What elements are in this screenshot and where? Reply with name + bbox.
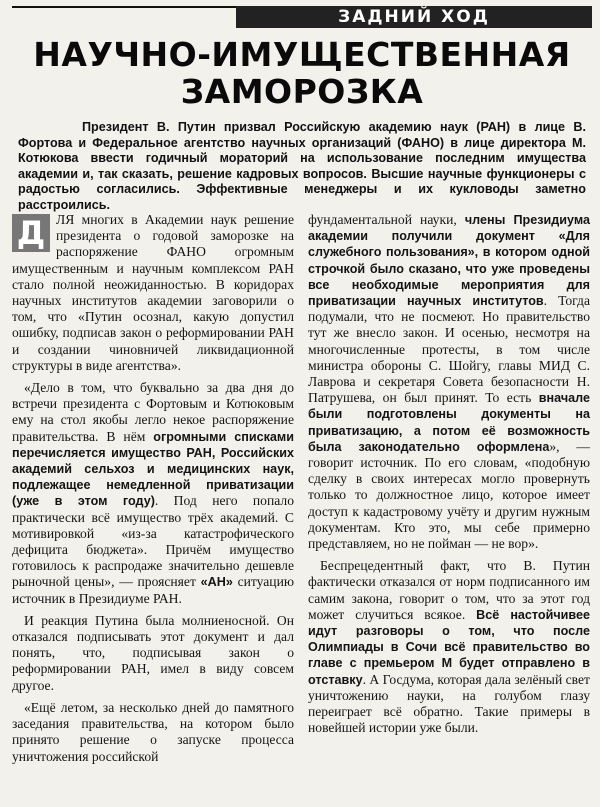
paragraph-6-text-c: . А Госдума, которая дала зелёный свет уничтожению науки, на голубом глазу переиграет всё обратно. Такие примеры в новейшей истории уже были. bbox=[308, 671, 590, 736]
article-body bbox=[12, 212, 590, 802]
paragraph-2-newspaper-name: «АН» bbox=[200, 575, 233, 590]
paragraph-6-bold: Всё настойчивее идут разговоры о том, что после Олимпиады в Сочи всё правительство во главе с премьером М будет отправлено в отставку bbox=[308, 607, 591, 687]
paragraph-2-bold: огромными списками перечисляется имущество РАН, Российских академий сельхоз и медицинских наук, подлежащее немедленной приватизации (уже в этом году) bbox=[12, 429, 294, 509]
paragraph-5-text-e: », — говорит источник. По его словам, «подобную сделку в своих интересах могло провернуть только то должностное лицо, которое имеет доступ к кадастровому учёту и другим нужным документам. Кто это, мы себе примерно представляем, но не пойман — не вор». bbox=[308, 438, 591, 552]
paragraph-2-text-c: . Под него попало практически всё имущество трёх академий. С мотивировкой «из-за катастрофического дефицита бюджета». Причём имущество готовилось к распродаже значительно дешевле рыночной цены», — проясняет bbox=[12, 493, 294, 590]
paragraph-5-bold-2: вначале были подготовлены документы на приватизацию, а потом её возможность была законодательно оформлена bbox=[308, 391, 590, 454]
headline bbox=[12, 36, 592, 110]
paragraph-2-text-a: «Дело в том, что буквально за два дня до встречи президента с Фортовым и Котюковым ему на стол якобы легло некое распоряжение правительства. В нём bbox=[12, 380, 294, 444]
headline-line-1: НАУЧНО-ИМУЩЕСТВЕННАЯ bbox=[33, 35, 571, 74]
paragraph-2-text-e: ситуацию источник в Президиуме РАН. bbox=[12, 574, 294, 606]
paragraph-1 bbox=[12, 212, 294, 374]
paragraph-2 bbox=[12, 380, 294, 607]
paragraph-5-text-c: . Тогда подумали, что не посмеют. Но правительство тут же внесло закон. И осенью, несмотря на многочисленные протесты, в том числе министра обороны С. Шойгу, главы МИД С. Лаврова и секретаря Совета безопасности Н. Патрушева, он был принят. То есть bbox=[308, 293, 590, 406]
headline-line-2: ЗАМОРОЗКА bbox=[180, 72, 424, 111]
paragraph-1-text: ЛЯ многих в Академии наук решение президента о годовой заморозке на распоряжение ФАНО огромным имущественным и научным комплексом РАН стало полной неожиданностью. В коридорах научных институтов академии заговорили о том, что «Путин осознал, какую допустил ошибку, подписав закон о реформировании РАН и создании чиновничей ликвидационной структуры в виде агентства». bbox=[12, 212, 294, 373]
paragraph-5-text-a: фундаментальной науки, bbox=[308, 212, 465, 227]
paragraph-6-text-a: Беспрецедентный факт, что В. Путин фактически отказался от норм подписанного им самим закона, говорит о том, что за этот год может случиться всякое. bbox=[308, 558, 590, 622]
paragraph-3: И реакция Путина была молниеносной. Он отказался подписывать этот документ и дал понять, что, подписывая закон о реформировании РАН, имел в виду совсем другое. bbox=[12, 612, 294, 693]
column-left bbox=[12, 212, 294, 802]
paragraph-5-bold-1: члены Президиума академии получили документ «Для служебного пользования», в котором одной строчкой было сказано, что уже проведены все необходимые мероприятия для приватизации научных институтов bbox=[308, 213, 590, 309]
paragraph-5 bbox=[308, 212, 590, 552]
drop-cap: Д bbox=[12, 214, 50, 252]
rubric-bar bbox=[12, 6, 592, 30]
column-right bbox=[308, 212, 590, 802]
rubric-label: ЗАДНИЙ ХОД bbox=[236, 6, 592, 28]
paragraph-6 bbox=[308, 558, 590, 736]
paragraph-4: «Ещё летом, за несколько дней до памятного заседания правительства, на котором было принято решение о запуске процесса уничтожения российской bbox=[12, 699, 294, 764]
lead-text: Президент В. Путин призвал Российскую академию наук (РАН) в лице В. Фортова и Федеральное агентство научных организаций (ФАНО) в лице директора М. Котюкова ввести годичный мораторий на использование последним имущества академии и, так сказать, решение кадровых вопросов. Высшие научные функционеры с радостью согласились. Эффективные менеджеры и их кукловоды заметно расстроились. bbox=[18, 120, 586, 212]
lead-paragraph bbox=[18, 120, 586, 214]
